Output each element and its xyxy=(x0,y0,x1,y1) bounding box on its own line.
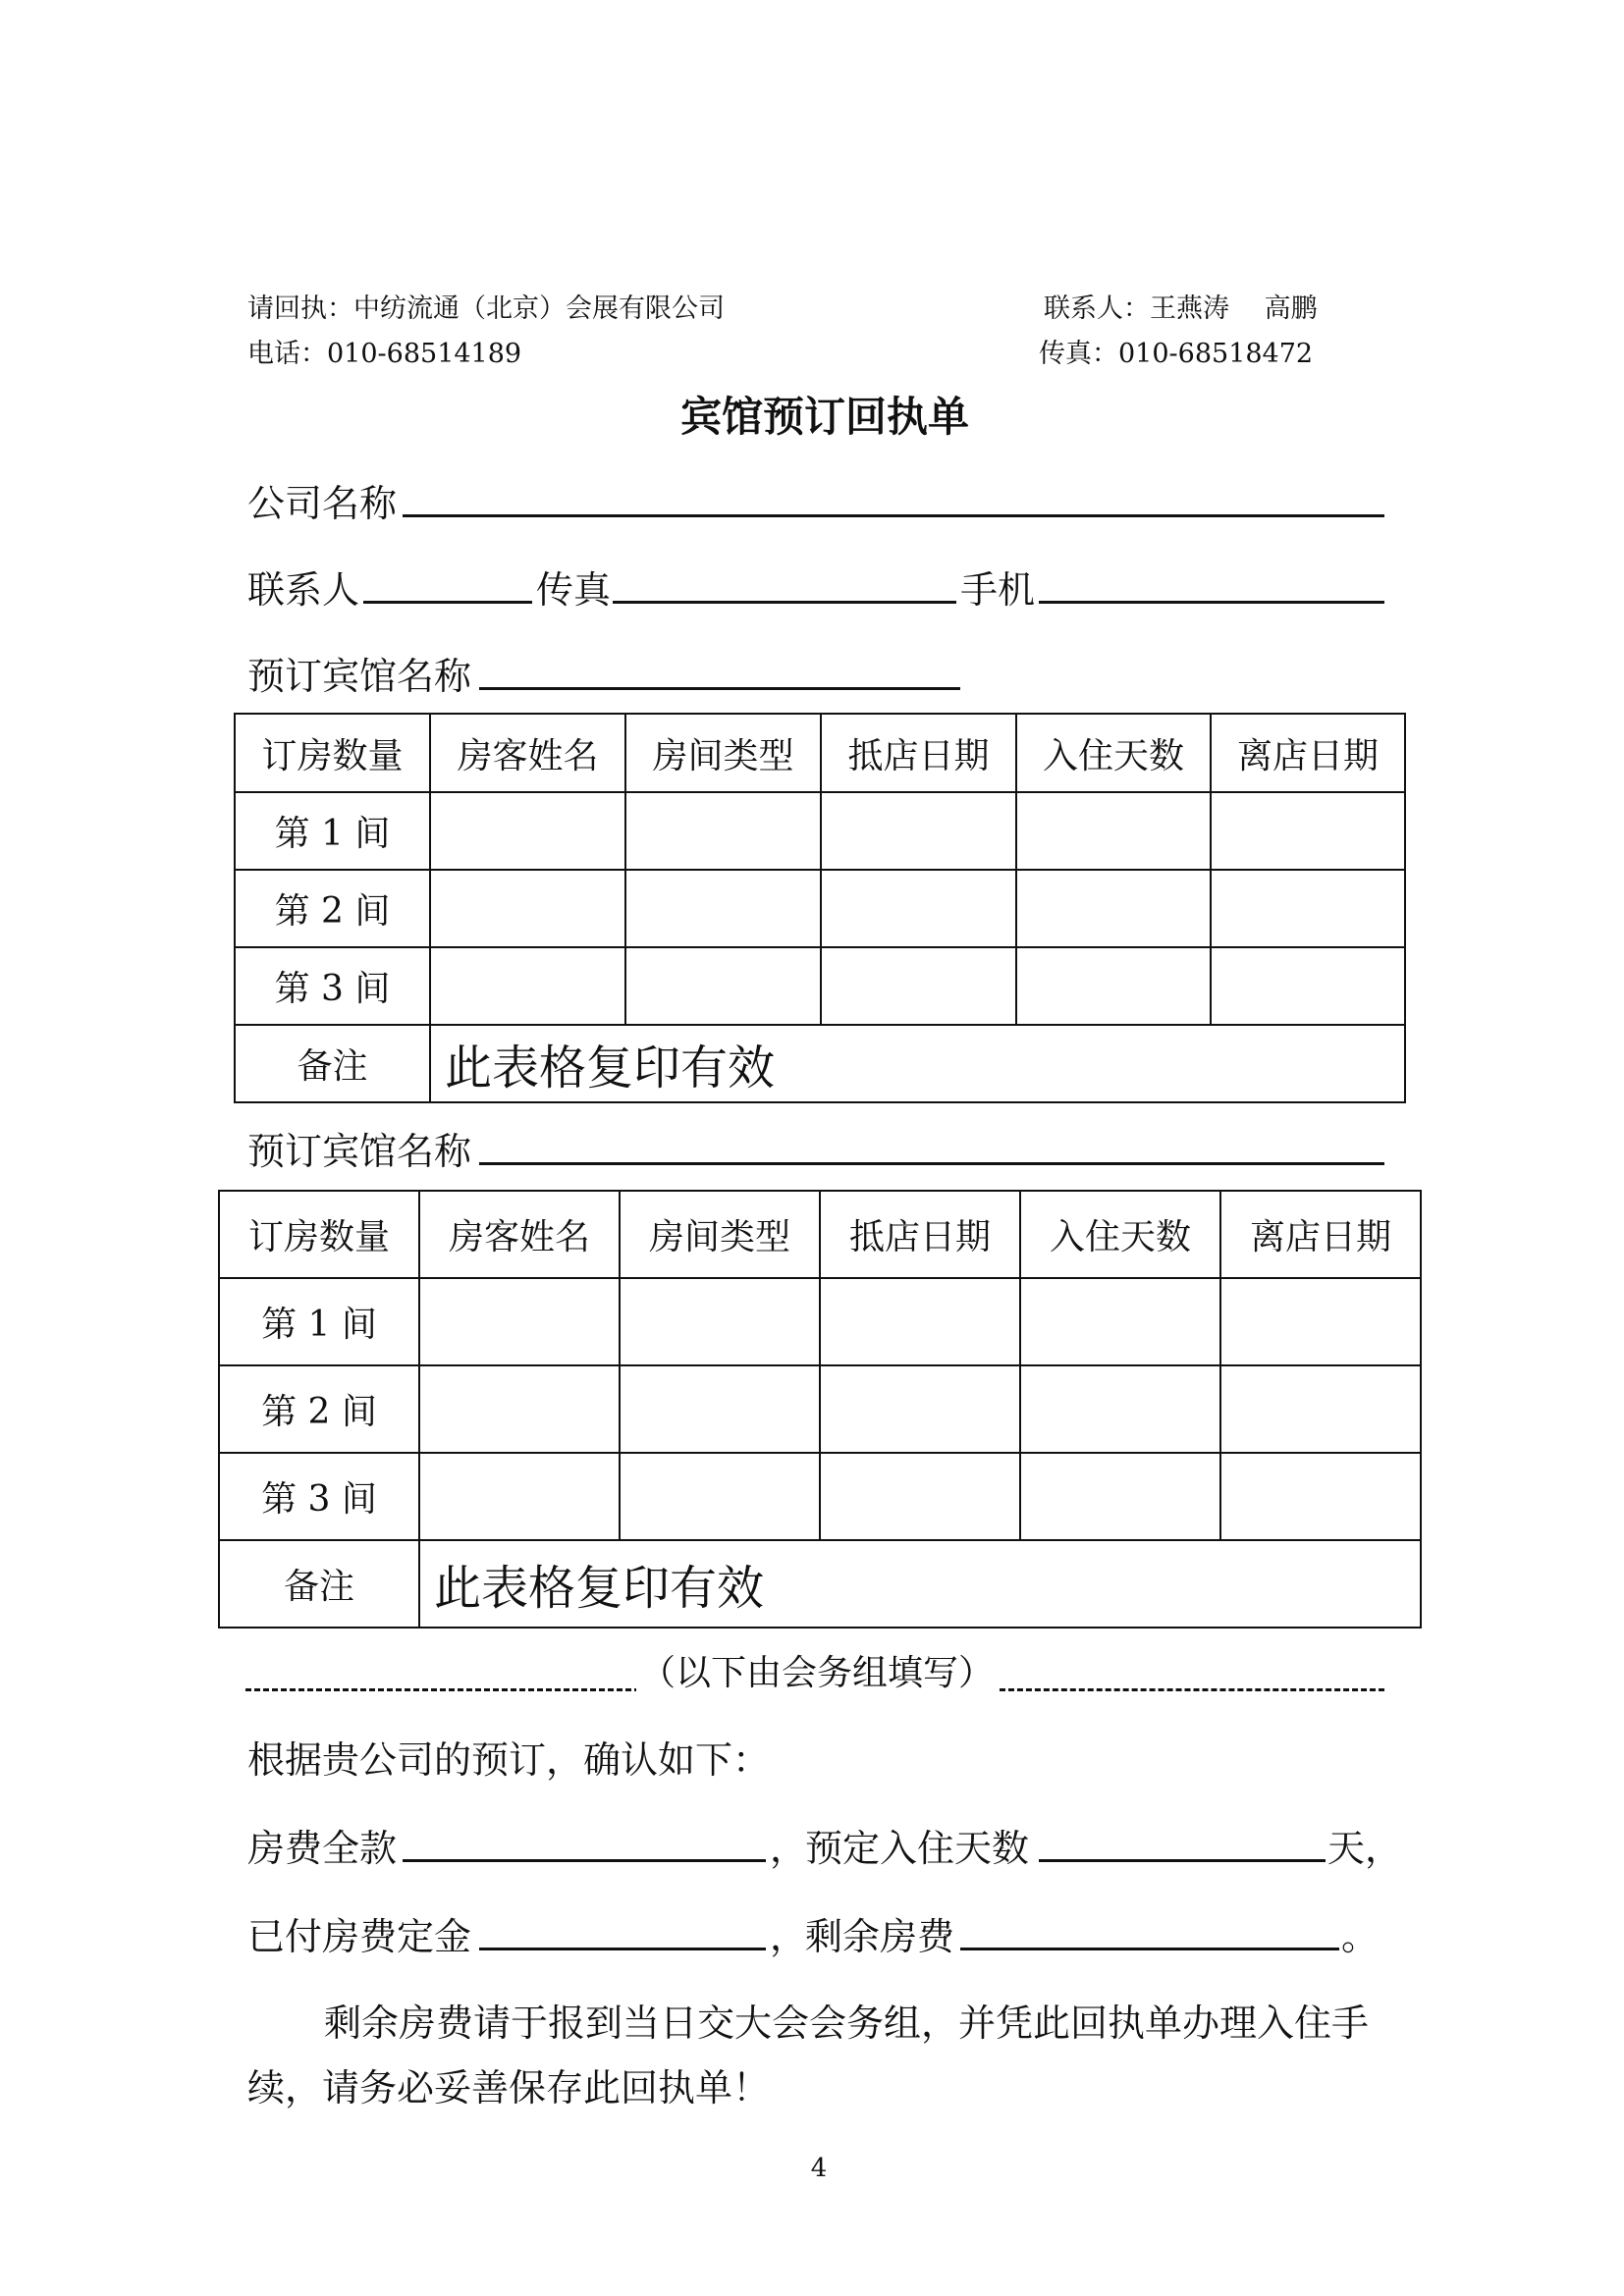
fax-field[interactable] xyxy=(613,601,956,604)
table-row xyxy=(235,870,1405,947)
empty-cell[interactable] xyxy=(1020,1278,1220,1365)
header-cell: 房客姓名 xyxy=(430,714,625,792)
empty-cell[interactable] xyxy=(1016,870,1211,947)
header-cell: 订房数量 xyxy=(235,714,430,792)
empty-cell[interactable] xyxy=(1220,1278,1421,1365)
comma-1: ， xyxy=(770,1827,808,1870)
empty-cell[interactable] xyxy=(625,870,821,947)
row-label: 第 2 间 xyxy=(235,870,430,947)
phone-text: 电话：010-68514189 xyxy=(247,339,522,369)
header-cell: 房间类型 xyxy=(625,714,821,792)
days-field[interactable] xyxy=(1039,1859,1326,1862)
empty-cell[interactable] xyxy=(1016,947,1211,1025)
divider-dash-right xyxy=(1000,1688,1384,1691)
empty-cell[interactable] xyxy=(419,1278,620,1365)
divider-text: （以下由会务组填写） xyxy=(636,1645,998,1695)
contact-text: 联系人：王燕涛 高鹏 xyxy=(1044,294,1318,324)
hotel-name-label-2: 预订宾馆名称 xyxy=(247,1130,472,1173)
empty-cell[interactable] xyxy=(430,947,625,1025)
header-cell: 离店日期 xyxy=(1220,1191,1421,1278)
header-cell: 抵店日期 xyxy=(820,1191,1020,1278)
remark-text: 此表格复印有效 xyxy=(419,1540,1421,1628)
table-row xyxy=(219,1365,1421,1453)
mobile-field[interactable] xyxy=(1039,601,1384,604)
empty-cell[interactable] xyxy=(1211,947,1405,1025)
empty-cell[interactable] xyxy=(820,1453,1020,1540)
remaining-field[interactable] xyxy=(960,1948,1339,1950)
deposit-label: 已付房费定金 xyxy=(247,1915,472,1958)
empty-cell[interactable] xyxy=(430,792,625,870)
company-name-label: 公司名称 xyxy=(247,482,398,525)
row-label: 第 2 间 xyxy=(219,1365,419,1453)
header-cell: 入住天数 xyxy=(1016,714,1211,792)
empty-cell[interactable] xyxy=(821,947,1016,1025)
remaining-label: 剩余房费 xyxy=(805,1915,955,1958)
empty-cell[interactable] xyxy=(620,1278,820,1365)
row-label: 第 3 间 xyxy=(235,947,430,1025)
confirm-intro: 根据贵公司的预订，确认如下： xyxy=(247,1738,771,1782)
hotel-name-field-2[interactable] xyxy=(479,1162,1384,1165)
table-row xyxy=(219,1278,1421,1365)
contact-field[interactable] xyxy=(363,601,532,604)
empty-cell[interactable] xyxy=(620,1365,820,1453)
remark-text: 此表格复印有效 xyxy=(430,1025,1405,1102)
page-number: 4 xyxy=(810,2154,828,2183)
remark-label: 备注 xyxy=(235,1025,430,1102)
period: 。 xyxy=(1341,1915,1380,1958)
empty-cell[interactable] xyxy=(820,1365,1020,1453)
fax-text: 传真：010-68518472 xyxy=(1039,339,1314,369)
empty-cell[interactable] xyxy=(1211,792,1405,870)
empty-cell[interactable] xyxy=(1016,792,1211,870)
booking-table-2 xyxy=(218,1190,1422,1629)
empty-cell[interactable] xyxy=(1220,1365,1421,1453)
empty-cell[interactable] xyxy=(430,870,625,947)
remark-label: 备注 xyxy=(219,1540,419,1628)
empty-cell[interactable] xyxy=(1211,870,1405,947)
empty-cell[interactable] xyxy=(1020,1453,1220,1540)
table-row xyxy=(235,792,1405,870)
header-cell: 订房数量 xyxy=(219,1191,419,1278)
header-cell: 离店日期 xyxy=(1211,714,1405,792)
contact-label: 联系人 xyxy=(247,568,360,612)
table-header-row xyxy=(219,1191,1421,1278)
mobile-label: 手机 xyxy=(960,568,1036,612)
booking-table-1 xyxy=(234,713,1406,1103)
note-line-1: 剩余房费请于报到当日交大会会务组，并凭此回执单办理入住手 xyxy=(324,2002,1370,2045)
empty-cell[interactable] xyxy=(820,1278,1020,1365)
remark-row xyxy=(219,1540,1421,1628)
empty-cell[interactable] xyxy=(419,1365,620,1453)
full-fee-label: 房费全款 xyxy=(247,1827,398,1870)
table-row xyxy=(219,1453,1421,1540)
note-line-2: 续，请务必妥善保存此回执单！ xyxy=(247,2066,771,2109)
row-label: 第 1 间 xyxy=(219,1278,419,1365)
table-row xyxy=(235,947,1405,1025)
empty-cell[interactable] xyxy=(821,792,1016,870)
page-title: 宾馆预订回执单 xyxy=(679,393,969,441)
days-label: 预定入住天数 xyxy=(805,1827,1030,1870)
header-cell: 入住天数 xyxy=(1020,1191,1220,1278)
company-name-field[interactable] xyxy=(403,514,1384,517)
header-cell: 房间类型 xyxy=(620,1191,820,1278)
hotel-name-field-1[interactable] xyxy=(479,687,960,690)
empty-cell[interactable] xyxy=(419,1453,620,1540)
header-cell: 房客姓名 xyxy=(419,1191,620,1278)
empty-cell[interactable] xyxy=(625,947,821,1025)
header-cell: 抵店日期 xyxy=(821,714,1016,792)
empty-cell[interactable] xyxy=(625,792,821,870)
comma-2: ， xyxy=(770,1915,808,1958)
deposit-field[interactable] xyxy=(479,1948,766,1950)
full-fee-field[interactable] xyxy=(403,1859,766,1862)
empty-cell[interactable] xyxy=(1020,1365,1220,1453)
fax-label: 传真 xyxy=(536,568,612,612)
empty-cell[interactable] xyxy=(620,1453,820,1540)
empty-cell[interactable] xyxy=(1220,1453,1421,1540)
days-unit: 天， xyxy=(1327,1827,1403,1870)
reply-to-text: 请回执：中纺流通（北京）会展有限公司 xyxy=(247,294,725,324)
table-header-row xyxy=(235,714,1405,792)
hotel-name-label-1: 预订宾馆名称 xyxy=(247,655,472,698)
row-label: 第 3 间 xyxy=(219,1453,419,1540)
row-label: 第 1 间 xyxy=(235,792,430,870)
remark-row xyxy=(235,1025,1405,1102)
empty-cell[interactable] xyxy=(821,870,1016,947)
